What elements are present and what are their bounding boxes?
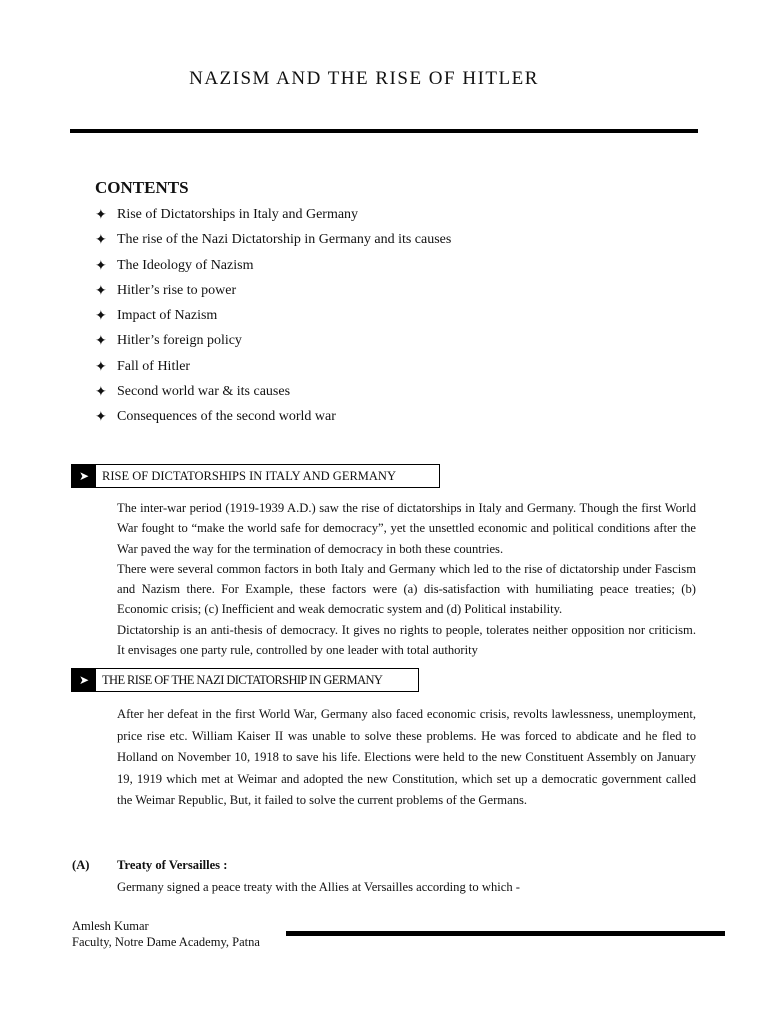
title-rule (70, 129, 698, 133)
section-heading-box (71, 464, 440, 488)
paragraph: After her defeat in the first World War, Germany also faced economic crisis, revolts lawlessness, unemployment, price rise etc. William Kaiser II was unable to solve these problems. He was forced to abdicate and he fled to Holland on November 10, 1918 to save his life. Elections were held to the new Constituent Assembly on January 19, 1919 which met at Weimar and adopted the new Constitution, which set up a democratic government called the Weimar Republic, But, it failed to solve the current problems of the Germans. (117, 707, 696, 808)
author-name: Amlesh Kumar (72, 919, 149, 933)
star-bullet-icon: ✦ (95, 308, 107, 325)
arrow-right-icon: ➤ (72, 669, 96, 691)
paragraph: The inter-war period (1919-1939 A.D.) saw the rise of dictatorships in Italy and Germany. Though the first World War fought to “make the world safe for democracy”, yet the unsettled economic and political conditions after the War paved the way for the termination of democracy in both these countries. (117, 501, 696, 556)
page-title: NAZISM AND THE RISE OF HITLER (189, 68, 539, 89)
section-heading: RISE OF DICTATORSHIPS IN ITALY AND GERMANY (102, 468, 396, 483)
paragraph: Dictatorship is an anti-thesis of democracy. It gives no rights to people, tolerates neither opposition nor criticism. It envisages one party rule, controlled by one leader with total authority (117, 622, 696, 658)
star-bullet-icon: ✦ (95, 207, 107, 223)
footer-author-block (72, 918, 260, 950)
star-bullet-icon: ✦ (95, 384, 107, 401)
list-item (95, 382, 451, 407)
contents-list (95, 205, 451, 433)
author-affiliation: Faculty, Notre Dame Academy, Patna (72, 935, 260, 949)
list-item (95, 407, 451, 432)
subsection-title: Treaty of Versailles : (117, 858, 228, 872)
star-bullet-icon: ✦ (95, 409, 107, 426)
star-bullet-icon: ✦ (95, 257, 107, 274)
list-item (95, 205, 451, 230)
contents-item-label: Hitler’s foreign policy (117, 333, 242, 349)
list-item (95, 357, 451, 382)
list-item (95, 230, 451, 255)
star-bullet-icon: ✦ (95, 282, 107, 299)
star-bullet-icon: ✦ (95, 358, 107, 375)
contents-item-label: Hitler’s rise to power (117, 282, 237, 298)
list-item (95, 256, 451, 281)
contents-item-label: The Ideology of Nazism (117, 257, 254, 273)
arrow-right-icon: ➤ (72, 465, 96, 487)
section-1-body (117, 498, 696, 660)
star-bullet-icon: ✦ (95, 333, 107, 350)
paragraph: There were several common factors in both Italy and Germany which led to the rise of dictatorship under Fascism and Nazism there. For Example, these factors were (a) dis-satisfaction with humiliating peace treaties; (b) Economic crisis; (c) Inefficient and weak democratic system and (d) Political instability. (117, 561, 696, 617)
list-item (95, 331, 451, 356)
section-heading: THE RISE OF THE NAZI DICTATORSHIP IN GERMANY (102, 672, 383, 687)
star-bullet-icon: ✦ (95, 232, 107, 249)
contents-item-label: Second world war & its causes (117, 384, 291, 400)
list-item (95, 306, 451, 331)
subsection-label: (A) (72, 858, 90, 872)
contents-heading: CONTENTS (95, 178, 189, 197)
contents-item-label: Fall of Hitler (117, 358, 191, 374)
contents-item-label: Consequences of the second world war (117, 409, 336, 425)
subsection-text: Germany signed a peace treaty with the Allies at Versailles according to which - (117, 880, 520, 894)
contents-item-label: The rise of the Nazi Dictatorship in Germany and its causes (117, 232, 452, 248)
footer-rule (286, 931, 725, 936)
section-2-body (117, 704, 696, 812)
list-item (95, 281, 451, 306)
section-heading-box (71, 668, 419, 692)
contents-item-label: Impact of Nazism (117, 308, 218, 324)
contents-item-label: Rise of Dictatorships in Italy and Germany (117, 207, 359, 222)
